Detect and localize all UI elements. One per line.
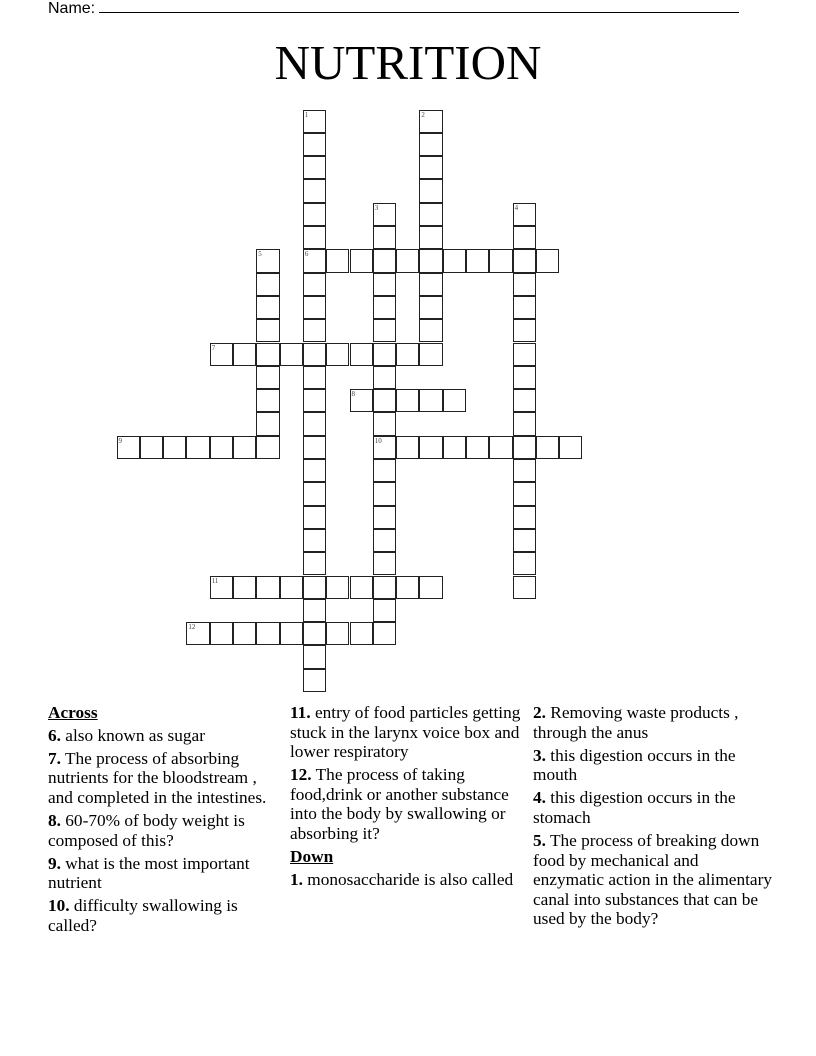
- grid-cell[interactable]: [513, 203, 536, 226]
- grid-cell[interactable]: [419, 576, 442, 599]
- grid-cell[interactable]: [210, 436, 233, 459]
- grid-cell[interactable]: [419, 343, 442, 366]
- grid-cell[interactable]: [513, 506, 536, 529]
- grid-cell[interactable]: [489, 249, 512, 272]
- grid-cell[interactable]: [350, 249, 373, 272]
- clue-across-10: 10. difficulty swallowing is called?: [48, 896, 238, 935]
- grid-cell[interactable]: [513, 482, 536, 505]
- grid-cell[interactable]: [513, 552, 536, 575]
- grid-cell[interactable]: [419, 133, 442, 156]
- grid-cell[interactable]: [303, 436, 326, 459]
- grid-cell[interactable]: [256, 389, 279, 412]
- clue-across-9: 9. what is the most important nutrient: [48, 853, 250, 893]
- grid-cell[interactable]: [396, 576, 419, 599]
- clue-number: 8: [351, 390, 355, 399]
- grid-cell[interactable]: [373, 482, 396, 505]
- grid-cell[interactable]: [373, 412, 396, 435]
- clue-number: 4: [514, 203, 519, 212]
- clues-column-3: [533, 703, 773, 933]
- grid-cell[interactable]: [373, 273, 396, 296]
- grid-cell[interactable]: [210, 576, 233, 599]
- grid-cell[interactable]: [489, 436, 512, 459]
- grid-cell[interactable]: [256, 436, 279, 459]
- grid-cell[interactable]: [443, 389, 466, 412]
- grid-cell[interactable]: [513, 436, 536, 459]
- grid-cell[interactable]: [303, 645, 326, 668]
- clue-number: 1: [304, 110, 309, 119]
- grid-cell[interactable]: [466, 436, 489, 459]
- grid-cell[interactable]: [303, 249, 326, 272]
- clue-number: 11: [211, 576, 219, 585]
- clues-column-2: [290, 703, 525, 893]
- grid-cell[interactable]: [419, 226, 442, 249]
- grid-cell[interactable]: [513, 226, 536, 249]
- grid-cell[interactable]: [303, 622, 326, 645]
- grid-cell[interactable]: [373, 249, 396, 272]
- grid-cell[interactable]: [303, 156, 326, 179]
- grid-cell[interactable]: [373, 459, 396, 482]
- grid-cell[interactable]: [256, 412, 279, 435]
- grid-cell[interactable]: [536, 249, 559, 272]
- grid-cell[interactable]: [303, 203, 326, 226]
- grid-cell[interactable]: [303, 552, 326, 575]
- grid-cell[interactable]: [350, 622, 373, 645]
- grid-cell[interactable]: [419, 389, 442, 412]
- grid-cell[interactable]: [280, 343, 303, 366]
- grid-cell[interactable]: [350, 389, 373, 412]
- grid-cell[interactable]: [419, 436, 442, 459]
- grid-cell[interactable]: [256, 296, 279, 319]
- grid-cell[interactable]: [303, 576, 326, 599]
- grid-cell[interactable]: [513, 529, 536, 552]
- grid-cell[interactable]: [256, 366, 279, 389]
- clue-number: 10: [374, 436, 382, 445]
- clue-down-4: 4. this digestion occurs in the stomach: [533, 788, 736, 827]
- clue-number: 9: [118, 436, 122, 445]
- grid-cell[interactable]: [396, 389, 419, 412]
- grid-cell[interactable]: [559, 436, 582, 459]
- clue-number: 3: [374, 203, 379, 212]
- grid-cell[interactable]: [233, 622, 256, 645]
- grid-cell[interactable]: [303, 599, 326, 622]
- grid-cell[interactable]: [256, 319, 279, 342]
- grid-cell[interactable]: [163, 436, 186, 459]
- grid-cell[interactable]: [513, 412, 536, 435]
- grid-cell[interactable]: [513, 389, 536, 412]
- grid-cell[interactable]: [513, 319, 536, 342]
- grid-cell[interactable]: [419, 249, 442, 272]
- grid-cell[interactable]: [513, 343, 536, 366]
- grid-cell[interactable]: [303, 506, 326, 529]
- grid-cell[interactable]: [280, 576, 303, 599]
- clues-column-1: [48, 703, 278, 939]
- page-title: NUTRITION: [274, 35, 542, 90]
- grid-cell[interactable]: [373, 576, 396, 599]
- grid-cell[interactable]: [186, 436, 209, 459]
- grid-cell[interactable]: [303, 529, 326, 552]
- clue-across-6: 6. also known as sugar: [48, 725, 205, 745]
- grid-cell[interactable]: [350, 576, 373, 599]
- down-header: Down: [290, 847, 334, 867]
- clue-across-11: 11. entry of food particles getting stuck in the larynx voice box and lower respiratory: [290, 703, 521, 762]
- grid-cell[interactable]: [303, 226, 326, 249]
- grid-cell[interactable]: [443, 436, 466, 459]
- grid-cell[interactable]: [373, 343, 396, 366]
- grid-cell[interactable]: [513, 296, 536, 319]
- grid-cell[interactable]: [303, 110, 326, 133]
- grid-cell[interactable]: [443, 249, 466, 272]
- grid-cell[interactable]: [326, 622, 349, 645]
- grid-cell[interactable]: [256, 273, 279, 296]
- clue-down-5: 5. The process of breaking down food by mechanical and enzymatic action in the alimentary canal into substances that can be used by the body?: [533, 831, 772, 929]
- grid-cell[interactable]: [326, 343, 349, 366]
- grid-cell[interactable]: [303, 669, 326, 692]
- grid-cell[interactable]: [419, 319, 442, 342]
- grid-cell[interactable]: [326, 249, 349, 272]
- clue-number: 2: [421, 110, 425, 119]
- grid-cell[interactable]: [303, 459, 326, 482]
- grid-cell[interactable]: [233, 343, 256, 366]
- grid-cell[interactable]: [466, 249, 489, 272]
- grid-cell[interactable]: [513, 366, 536, 389]
- grid-cell[interactable]: [373, 226, 396, 249]
- clue-down-3: 3. this digestion occurs in the mouth: [533, 745, 736, 785]
- grid-cell[interactable]: [210, 622, 233, 645]
- clue-number: 6: [304, 250, 309, 259]
- name-label: Name:: [48, 0, 96, 17]
- grid-cell[interactable]: [350, 343, 373, 366]
- grid-cell[interactable]: [303, 389, 326, 412]
- across-header: Across: [48, 703, 98, 722]
- clue-across-7: 7. The process of absorbing nutrients for the bloodstream , and completed in the intestines.: [48, 748, 267, 807]
- grid-cell[interactable]: [303, 296, 326, 319]
- grid-cell[interactable]: [373, 366, 396, 389]
- grid-cell[interactable]: [186, 622, 209, 645]
- grid-cell[interactable]: [419, 179, 442, 202]
- grid-cell[interactable]: [256, 343, 279, 366]
- grid-cell[interactable]: [140, 436, 163, 459]
- grid-cell[interactable]: [210, 343, 233, 366]
- grid-cell[interactable]: [373, 203, 396, 226]
- clue-number: 7: [211, 343, 216, 352]
- clue-across-8: 8. 60-70% of body weight is composed of this?: [48, 810, 245, 850]
- grid-cell[interactable]: [303, 343, 326, 366]
- grid-cell[interactable]: [419, 156, 442, 179]
- grid-cell[interactable]: [373, 319, 396, 342]
- grid-cell[interactable]: [373, 622, 396, 645]
- grid-cell[interactable]: [326, 576, 349, 599]
- grid-cell[interactable]: [419, 203, 442, 226]
- grid-cell[interactable]: [303, 179, 326, 202]
- grid-cell[interactable]: [373, 529, 396, 552]
- grid-cell[interactable]: [513, 459, 536, 482]
- grid-cell[interactable]: [256, 622, 279, 645]
- grid-cell[interactable]: [373, 506, 396, 529]
- grid-cell[interactable]: [513, 576, 536, 599]
- grid-cell[interactable]: [396, 436, 419, 459]
- grid-cell[interactable]: [303, 273, 326, 296]
- clue-across-12: 12. The process of taking food,drink or another substance into the body by swallowing or absorbing it?: [290, 765, 509, 844]
- grid-cell[interactable]: [513, 273, 536, 296]
- grid-cell[interactable]: [256, 576, 279, 599]
- grid-cell[interactable]: [536, 436, 559, 459]
- grid-cell[interactable]: [419, 273, 442, 296]
- clue-down-2: 2. Removing waste products , through the anus: [533, 703, 739, 742]
- grid-cell[interactable]: [419, 296, 442, 319]
- grid-cell[interactable]: [256, 249, 279, 272]
- grid-cell[interactable]: [373, 552, 396, 575]
- grid-cell[interactable]: [303, 366, 326, 389]
- grid-cell[interactable]: [373, 436, 396, 459]
- grid-cell[interactable]: [373, 296, 396, 319]
- grid-cell[interactable]: [396, 249, 419, 272]
- grid-cell[interactable]: [303, 133, 326, 156]
- grid-cell[interactable]: [419, 110, 442, 133]
- grid-cell[interactable]: [373, 599, 396, 622]
- grid-cell[interactable]: [513, 249, 536, 272]
- grid-cell[interactable]: [233, 576, 256, 599]
- grid-cell[interactable]: [280, 622, 303, 645]
- grid-cell[interactable]: [373, 389, 396, 412]
- clue-number: 5: [258, 250, 262, 259]
- grid-cell[interactable]: [396, 343, 419, 366]
- grid-cell[interactable]: [303, 412, 326, 435]
- grid-cell[interactable]: [117, 436, 140, 459]
- grid-cell[interactable]: [233, 436, 256, 459]
- grid-cell[interactable]: [303, 482, 326, 505]
- clue-number: 12: [188, 623, 196, 632]
- clue-down-1: 1. monosaccharide is also called: [290, 869, 514, 889]
- grid-cell[interactable]: [303, 319, 326, 342]
